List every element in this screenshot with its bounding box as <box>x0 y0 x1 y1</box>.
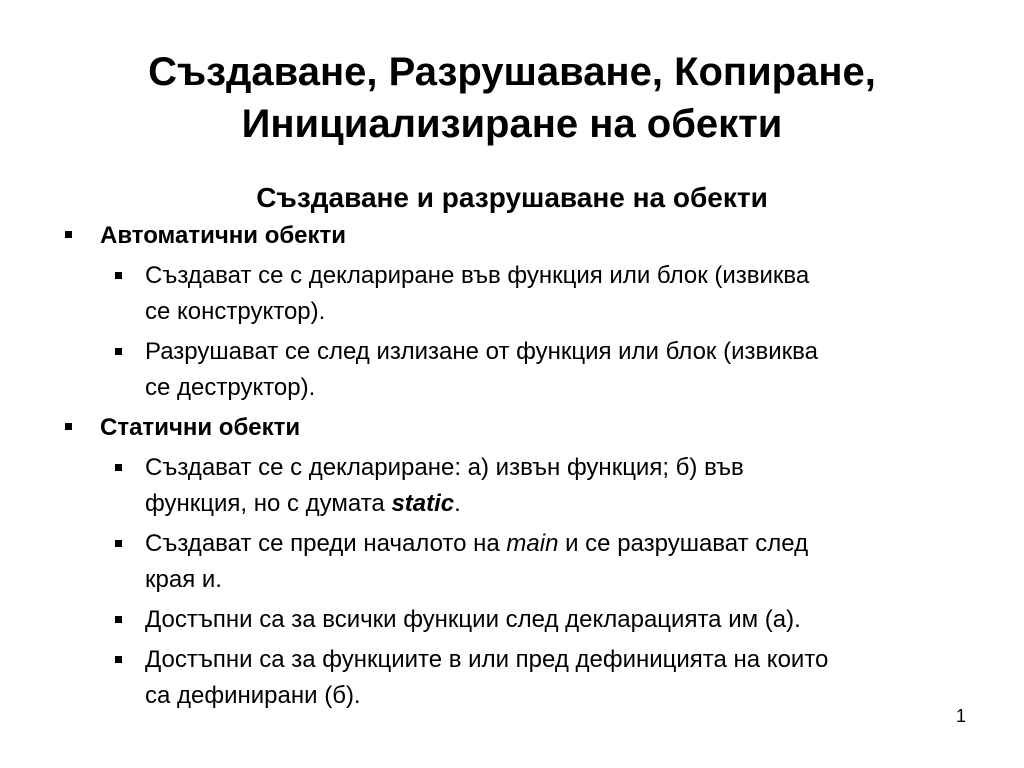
title-line-2: Инициализиране на обекти <box>241 102 783 146</box>
list-item-heading: Автоматични обекти <box>100 222 347 249</box>
list-item-heading: Статични обекти <box>100 414 301 441</box>
square-bullet-icon <box>115 616 122 623</box>
list-item-text-line: Създават се с деклариране: а) извън функция; б) във <box>145 454 744 481</box>
square-bullet-icon <box>115 656 122 663</box>
section-subtitle: Създаване и разрушаване на обекти <box>256 182 768 213</box>
list-item-text-line: Създават се с деклариране във функция или блок (извиква <box>145 262 810 289</box>
text-fragment: и се разрушават след <box>558 530 809 557</box>
text-fragment: Създават се преди началото на <box>145 530 507 557</box>
square-bullet-icon <box>115 272 122 279</box>
square-bullet-icon <box>65 423 72 430</box>
page-title <box>0 46 1024 150</box>
list-item-text-line: края и. <box>145 566 222 593</box>
list-item-text-line: се конструктор). <box>145 298 326 325</box>
square-bullet-icon <box>115 348 122 355</box>
list-item <box>0 526 1024 598</box>
square-bullet-icon <box>65 231 72 238</box>
title-line-1: Създаване, Разрушаване, Копиране, <box>148 50 876 94</box>
list-item-text-line <box>145 486 964 522</box>
list-item-text-line: Достъпни са за всички функции след декларацията им (а). <box>145 606 801 633</box>
square-bullet-icon <box>115 540 122 547</box>
list-item-automatic-objects <box>0 218 1024 254</box>
list-item-text-line: Разрушават се след излизане от функция или блок (извиква <box>145 338 818 365</box>
list-item <box>0 258 1024 330</box>
list-item-text-line: се деструктор). <box>145 374 316 401</box>
keyword-main: main <box>506 530 559 557</box>
list-item-text-line: Достъпни са за функциите в или пред дефиницията на които <box>145 646 829 673</box>
list-item <box>0 334 1024 406</box>
list-item <box>0 602 1024 638</box>
list-item-text-line: са дефинирани (б). <box>145 682 361 709</box>
square-bullet-icon <box>115 464 122 471</box>
text-fragment: . <box>454 490 461 517</box>
keyword-static: static <box>391 490 455 517</box>
page-number: 1 <box>955 706 966 726</box>
list-item <box>0 642 1024 714</box>
list-item-static-objects <box>0 410 1024 446</box>
text-fragment: функция, но с думата <box>145 490 392 517</box>
bullet-list <box>0 218 1024 714</box>
list-item-text-line <box>145 526 964 562</box>
list-item <box>0 450 1024 522</box>
